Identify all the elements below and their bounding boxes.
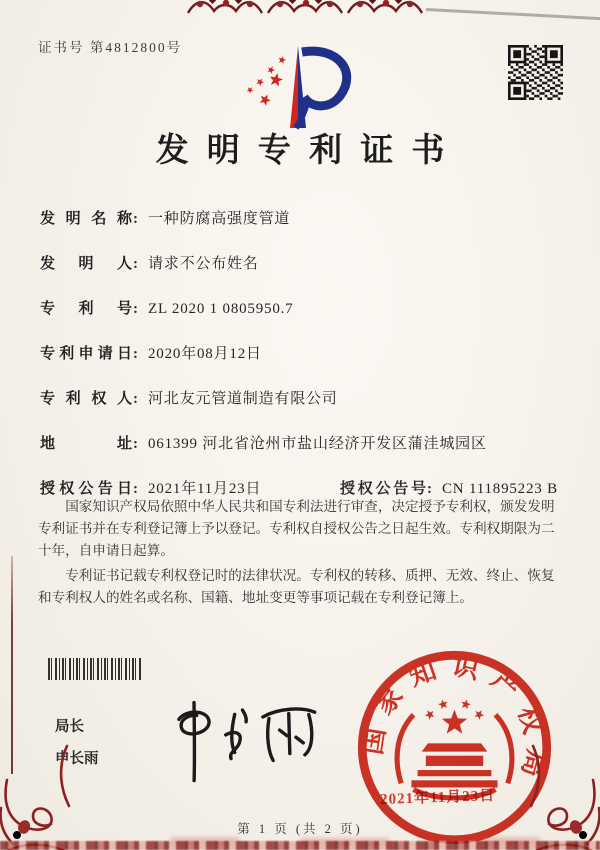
- corner-ornament-left: [0, 738, 77, 850]
- field-inventor: [40, 252, 259, 273]
- field-label: 专利申请日: [40, 346, 132, 362]
- field-colon: :: [133, 256, 138, 272]
- field-patentee: [40, 387, 338, 408]
- field-label: 发明名称: [40, 211, 132, 227]
- field-invention-name: [40, 207, 290, 228]
- field-label: 发明人: [40, 256, 132, 272]
- director-name: 申长雨: [55, 750, 99, 767]
- field-colon: :: [133, 346, 138, 362]
- qr-code-icon: [508, 45, 563, 100]
- field-value: 请求不公布姓名: [148, 256, 259, 272]
- field-label: 专利权人: [40, 391, 132, 407]
- field-label: 地址: [40, 436, 132, 452]
- field-colon: :: [133, 481, 138, 497]
- bottom-border-band: [0, 841, 600, 850]
- field-label: 授权公告日: [40, 481, 132, 497]
- field-filing-date: [40, 342, 262, 363]
- page-title: 发明专利证书: [155, 133, 463, 169]
- field-colon: :: [133, 211, 138, 227]
- field-value: 2021年11月23日: [148, 481, 262, 497]
- field-value: 061399 河北省沧州市盐山经济开发区蒲洼城园区: [148, 436, 487, 452]
- corner-ornament-right: [523, 738, 600, 850]
- field-address: [40, 432, 487, 453]
- sipo-logo-icon: [238, 38, 368, 133]
- field-value: CN 111895223 B: [442, 481, 558, 497]
- director-title: 局长: [55, 719, 84, 735]
- director-signature: [156, 690, 330, 789]
- field-label: 专利号: [40, 301, 132, 317]
- legal-paragraph-2: 专利证书记载专利权登记时的法律状况。专利权的转移、质押、无效、终止、恢复和专利权人的姓名或名称、国籍、地址变更等事项记载在专利登记簿上。: [38, 568, 555, 606]
- field-colon: :: [427, 481, 432, 497]
- legal-paragraph-1: 国家知识产权局依照中华人民共和国专利法进行审查，决定授予专利权，颁发发明专利证书并在专利登记簿上予以登记。专利权自授权公告之日起生效。专利权期限为二十年，自申请日起算。: [38, 499, 555, 559]
- field-value: ZL 2020 1 0805950.7: [148, 301, 294, 317]
- barcode-icon: [48, 658, 141, 680]
- field-value: 河北友元管道制造有限公司: [148, 391, 338, 407]
- field-patent-number: [40, 297, 293, 318]
- field-colon: :: [133, 391, 138, 407]
- field-colon: :: [133, 436, 138, 452]
- seal-text: 国家知识产权局: [356, 649, 552, 793]
- field-grant-number: [340, 477, 558, 498]
- certificate-number: 证书号 第4812800号: [38, 40, 183, 55]
- field-colon: :: [133, 301, 138, 317]
- field-grant-date: [40, 477, 600, 498]
- field-value: 2020年08月12日: [148, 346, 262, 362]
- seal-date-stamp: 2021年11月23日: [379, 787, 496, 809]
- field-value: 一种防腐高强度管道: [148, 211, 291, 227]
- page-footer: 第 1 页 (共 2 页): [237, 822, 363, 836]
- top-border-ornament: [186, 0, 428, 19]
- photo-edge-line: [426, 8, 600, 20]
- legal-text: [38, 496, 564, 612]
- field-label: 授权公告号: [340, 481, 426, 497]
